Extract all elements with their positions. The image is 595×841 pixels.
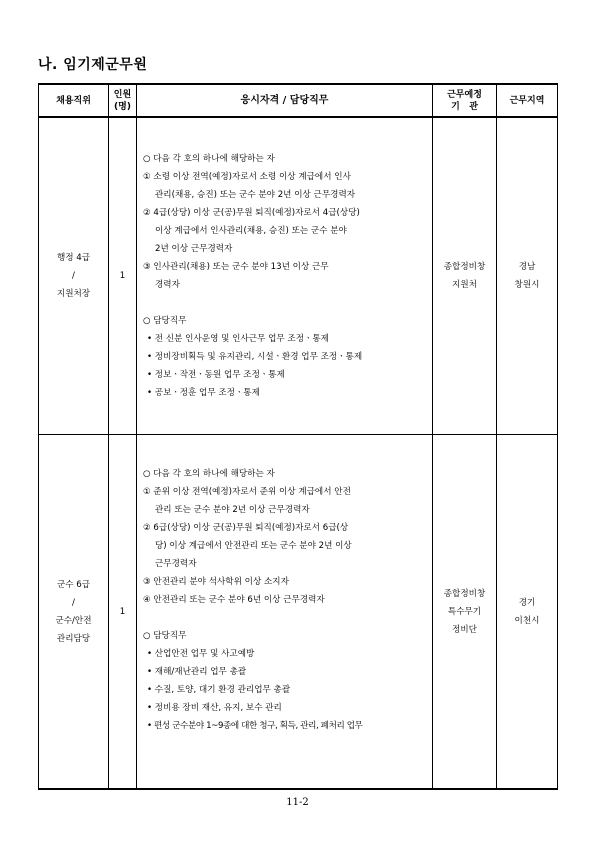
organization-line: 종합정비창 (443, 588, 486, 599)
qualification-item: 근무경력자 (155, 559, 197, 569)
duty-item: • 정비장비획득 및 유지관리, 시설ㆍ환경 업무 조정ㆍ통제 (147, 352, 363, 362)
position-line: 지원처장 (56, 289, 91, 299)
duty-item: • 재해/재난관리 업무 총괄 (147, 667, 247, 677)
duty-item: • 수질, 토양, 대기 환경 관리업무 총괄 (147, 685, 291, 695)
position-line: 군수 6급 (56, 579, 91, 590)
table-row (39, 435, 558, 790)
position-line: 행정 4급 (56, 253, 91, 263)
qualification-item: 이상 계급에서 인사관리(채용, 승진) 또는 군수 분야 (155, 226, 347, 236)
qualification-heading: ○ 다음 각 호의 하나에 해당하는 자 (143, 469, 275, 479)
section-title: 나. 임기제군무원 (38, 57, 148, 73)
recruitment-table (38, 83, 558, 790)
qualification-item: 관리 또는 군수 분야 2년 이상 근무경력자 (155, 505, 310, 515)
duty-item: • 산업안전 업무 및 사고예방 (147, 649, 255, 659)
position-line: 관리담당 (56, 633, 91, 644)
organization-cell (433, 435, 497, 790)
position-line: 군수/안전 (55, 615, 92, 626)
qualification-item: ③ 안전관리 분야 석사학위 이상 소지자 (143, 577, 289, 587)
qualification-item: ④ 안전관리 또는 군수 분야 6년 이상 근무경력자 (143, 595, 325, 605)
duty-item: • 편성 군수분야 1~9종에 대한 청구, 획득, 관리, 폐처리 업무 (147, 721, 363, 731)
region-cell (497, 435, 558, 790)
qualification-item: 2년 이상 근무경력자 (155, 244, 233, 254)
page-number: 11-2 (286, 797, 309, 808)
header-org-line1: 근무예정 (447, 89, 482, 100)
header-organization (433, 84, 497, 117)
qualification-item: ③ 인사관리(채용) 또는 군수 분야 13년 이상 근무 (143, 262, 329, 272)
duty-item: • 공보ㆍ정훈 업무 조정ㆍ통제 (147, 388, 260, 398)
header-qualification: 응시자격 / 담당직무 (137, 84, 433, 117)
duties-heading: ○ 담당직무 (143, 631, 187, 641)
qualification-item: ① 준위 이상 전역(예정)자로서 준위 이상 계급에서 안전 (143, 487, 351, 497)
region-line: 경기 (518, 597, 536, 608)
qualification-item: ② 4급(상당) 이상 군(공)무원 퇴직(예정)자로서 4급(상당) (143, 208, 360, 218)
region-line: 창원시 (514, 280, 540, 290)
region-line: 경남 (518, 262, 536, 272)
header-headcount (109, 84, 137, 117)
position-line: / (72, 271, 75, 281)
table-header-row (39, 84, 558, 117)
position-line: / (72, 597, 75, 608)
duty-item: • 정비용 장비 재산, 유지, 보수 관리 (147, 703, 282, 713)
position-cell (39, 435, 109, 790)
table-row (39, 117, 558, 435)
header-position: 채용직위 (39, 84, 109, 117)
duty-item: • 전 신분 인사운영 및 인사근무 업무 조정ㆍ통제 (147, 334, 329, 344)
qualification-cell (137, 117, 433, 435)
header-headcount-line1: 인원 (113, 89, 132, 100)
header-org-line2: 기 관 (451, 101, 478, 112)
qualification-item: ② 6급(상당) 이상 군(공)무원 퇴직(예정)자로서 6급(상 (143, 523, 349, 533)
qualification-item: ① 소령 이상 전역(예정)자로서 소령 이상 계급에서 인사 (143, 172, 351, 182)
qualification-item: 당) 이상 계급에서 안전관리 또는 군수 분야 2년 이상 (155, 541, 352, 551)
header-headcount-line2: (명) (114, 101, 131, 112)
organization-line: 정비단 (452, 624, 477, 635)
region-line: 이천시 (514, 615, 540, 626)
qualification-item: 경력자 (155, 280, 180, 290)
organization-cell (433, 117, 497, 435)
headcount-cell: 1 (109, 435, 137, 790)
qualification-cell (137, 435, 433, 790)
organization-line: 지원처 (452, 280, 477, 290)
position-cell (39, 117, 109, 435)
organization-line: 특수무기 (447, 606, 482, 617)
organization-line: 종합정비창 (443, 262, 486, 272)
duty-item: • 정보ㆍ작전ㆍ동원 업무 조정ㆍ통제 (147, 370, 285, 380)
headcount-cell: 1 (109, 117, 137, 435)
qualification-item: 관리(채용, 승진) 또는 군수 분야 2년 이상 근무경력자 (155, 190, 356, 200)
qualification-heading: ○ 다음 각 호의 하나에 해당하는 자 (143, 154, 275, 164)
region-cell (497, 117, 558, 435)
header-region: 근무지역 (497, 84, 558, 117)
duties-heading: ○ 담당직무 (143, 316, 187, 326)
